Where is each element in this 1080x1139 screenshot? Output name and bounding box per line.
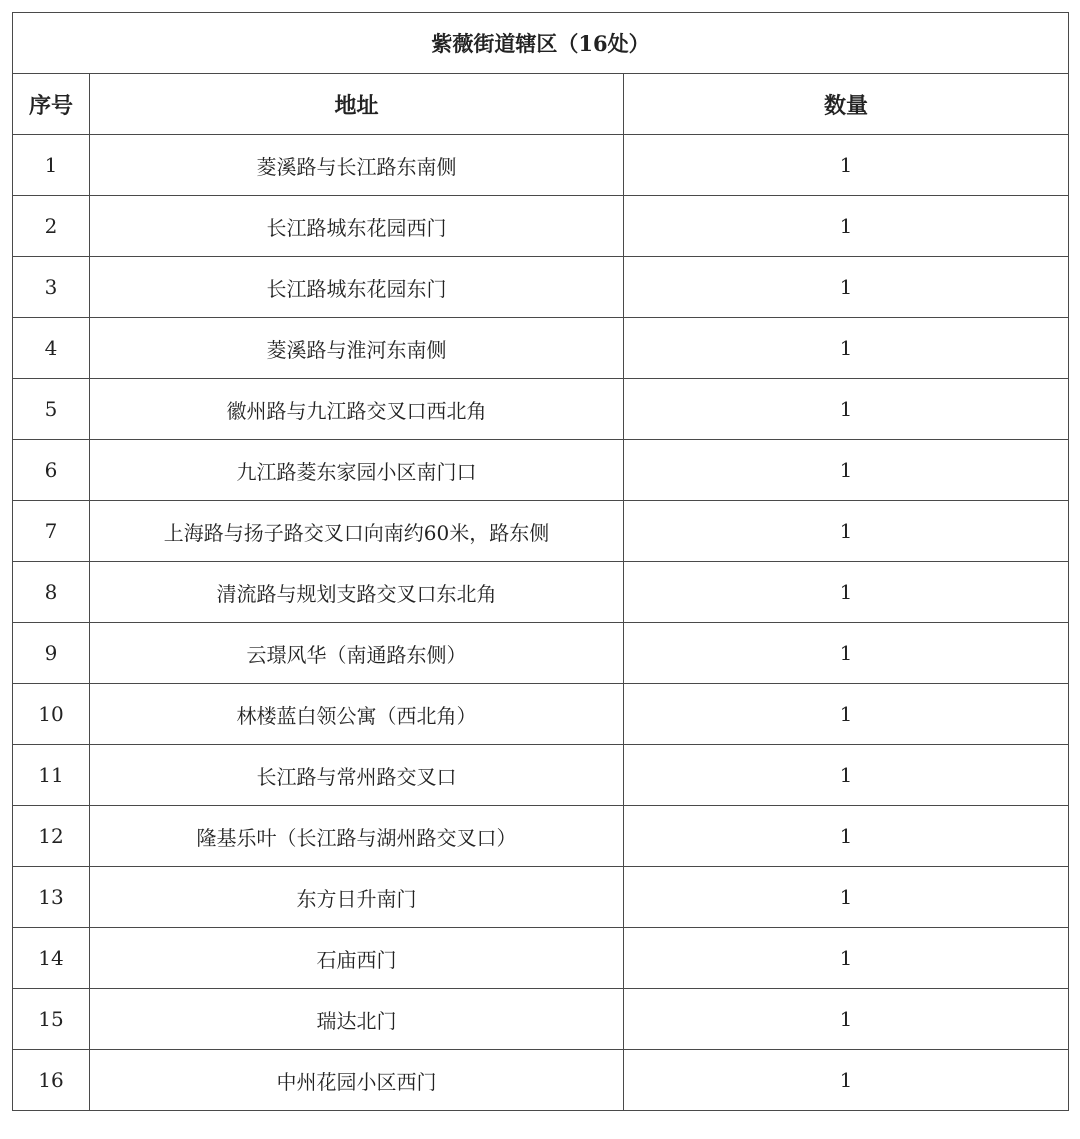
header-quantity: 数量 — [624, 74, 1069, 135]
table-row — [13, 501, 1069, 562]
cell-address: 云璟风华（南通路东侧） — [90, 623, 624, 684]
cell-address: 九江路菱东家园小区南门口 — [90, 440, 624, 501]
table-row — [13, 928, 1069, 989]
table-row — [13, 379, 1069, 440]
cell-no: 14 — [13, 928, 90, 989]
table-row — [13, 135, 1069, 196]
table-title-row — [13, 13, 1069, 74]
cell-address: 石庙西门 — [90, 928, 624, 989]
cell-address: 上海路与扬子路交叉口向南约60米，路东侧 — [90, 501, 624, 562]
cell-no: 4 — [13, 318, 90, 379]
cell-quantity: 1 — [624, 806, 1069, 867]
cell-no: 2 — [13, 196, 90, 257]
cell-quantity: 1 — [624, 379, 1069, 440]
cell-quantity: 1 — [624, 623, 1069, 684]
header-no: 序号 — [13, 74, 90, 135]
cell-address: 长江路城东花园西门 — [90, 196, 624, 257]
cell-quantity: 1 — [624, 257, 1069, 318]
table-title: 紫薇街道辖区（16处） — [13, 13, 1069, 74]
cell-address: 长江路城东花园东门 — [90, 257, 624, 318]
cell-no: 11 — [13, 745, 90, 806]
cell-quantity: 1 — [624, 562, 1069, 623]
cell-no: 7 — [13, 501, 90, 562]
table-row — [13, 867, 1069, 928]
cell-no: 5 — [13, 379, 90, 440]
cell-address: 隆基乐叶（长江路与湖州路交叉口） — [90, 806, 624, 867]
cell-address: 菱溪路与长江路东南侧 — [90, 135, 624, 196]
table-row — [13, 684, 1069, 745]
table-row — [13, 440, 1069, 501]
cell-quantity: 1 — [624, 196, 1069, 257]
cell-no: 1 — [13, 135, 90, 196]
cell-address: 菱溪路与淮河东南侧 — [90, 318, 624, 379]
cell-quantity: 1 — [624, 1050, 1069, 1111]
cell-address: 瑞达北门 — [90, 989, 624, 1050]
table-row — [13, 196, 1069, 257]
cell-quantity: 1 — [624, 684, 1069, 745]
cell-quantity: 1 — [624, 867, 1069, 928]
table-row — [13, 806, 1069, 867]
cell-address: 徽州路与九江路交叉口西北角 — [90, 379, 624, 440]
cell-no: 8 — [13, 562, 90, 623]
cell-no: 13 — [13, 867, 90, 928]
cell-quantity: 1 — [624, 135, 1069, 196]
cell-address: 清流路与规划支路交叉口东北角 — [90, 562, 624, 623]
cell-address: 中州花园小区西门 — [90, 1050, 624, 1111]
table-row — [13, 318, 1069, 379]
cell-quantity: 1 — [624, 318, 1069, 379]
table-row — [13, 745, 1069, 806]
cell-address: 东方日升南门 — [90, 867, 624, 928]
cell-quantity: 1 — [624, 989, 1069, 1050]
locations-table — [12, 12, 1069, 1111]
table-row — [13, 1050, 1069, 1111]
cell-quantity: 1 — [624, 501, 1069, 562]
cell-quantity: 1 — [624, 745, 1069, 806]
cell-no: 12 — [13, 806, 90, 867]
table-row — [13, 623, 1069, 684]
cell-no: 15 — [13, 989, 90, 1050]
cell-no: 9 — [13, 623, 90, 684]
cell-quantity: 1 — [624, 440, 1069, 501]
cell-address: 长江路与常州路交叉口 — [90, 745, 624, 806]
cell-no: 6 — [13, 440, 90, 501]
table-header-row — [13, 74, 1069, 135]
cell-no: 3 — [13, 257, 90, 318]
cell-address: 林楼蓝白领公寓（西北角） — [90, 684, 624, 745]
header-address: 地址 — [90, 74, 624, 135]
table-row — [13, 989, 1069, 1050]
table-row — [13, 257, 1069, 318]
cell-quantity: 1 — [624, 928, 1069, 989]
cell-no: 16 — [13, 1050, 90, 1111]
cell-no: 10 — [13, 684, 90, 745]
table-row — [13, 562, 1069, 623]
